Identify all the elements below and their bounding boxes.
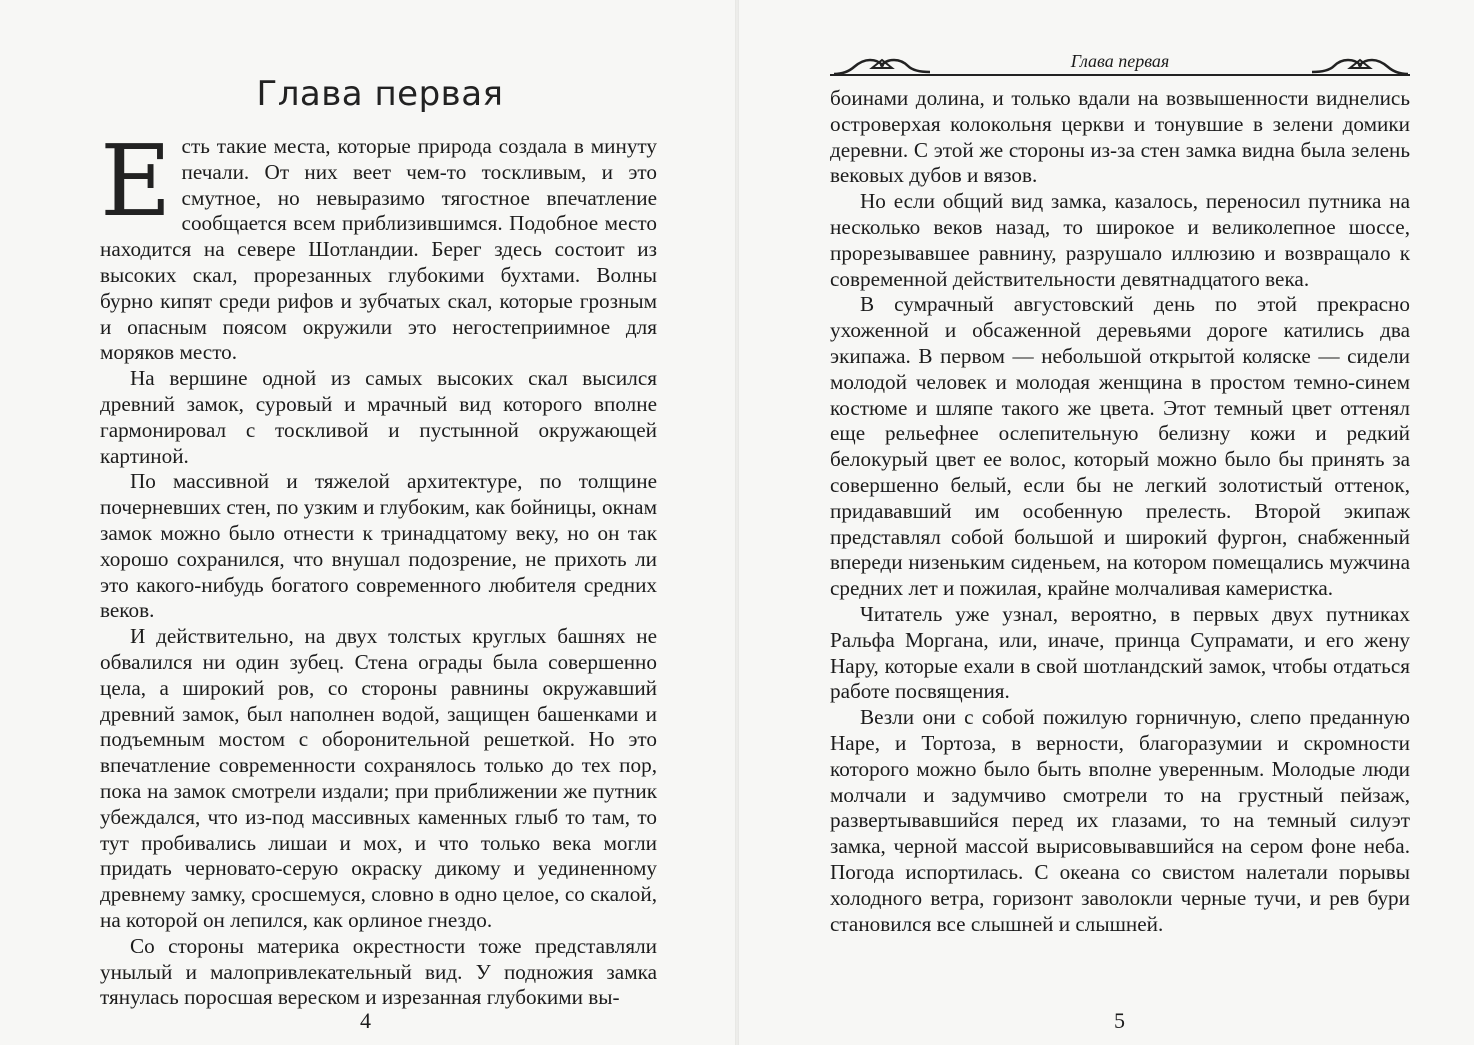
page-number-right: 5 [1114, 1008, 1125, 1033]
left-page-text [100, 125, 657, 1011]
drop-cap: Е [100, 125, 172, 239]
book-gutter [735, 0, 739, 1045]
paragraph: Читатель уже узнал, вероятно, в первых двух путниках Ральфа Моргана, или, иначе, принца Супрамати, и его жену Нару, которые ехали в свой шотландский замок, чтобы отдаться работе посвящения. [830, 601, 1410, 704]
paragraph: Но если общий вид замка, казалось, переносил путника на несколько веков назад, то широкое и великолепное шоссе, прорезывавшее равнину, разрушало иллюзию и возвращало к современной действительности девятнадцатого века. [830, 189, 1410, 291]
paragraph: И действительно, на двух толстых круглых башнях не обвалился ни один зубец. Стена ограды была совершенно цела, а широкий ров, со стороны равнины окружавший древний замок, был наполнен водой, защищен башенками и подъемным мостом с оборонительной решеткой. Но это впечатление современности сохранялось только до тех пор, пока на замок смотрели издали; при приближении же путник убеждался, что из-под массивных каменных глыб то там, то тут пробивались лишаи и мох, и что только века могли придать черновато-серую окраску дикому и уединенному древнему замку, сросшемуся, словно в одно целое, со скалой, на которой он лепился, как орлиное гнездо. [100, 624, 657, 932]
running-head-rule [830, 74, 1410, 76]
paragraph: В сумрачный августовский день по этой прекрасно ухоженной и обсаженной деревьями дороге катились два экипажа. В первом — небольшой открытой коляске — сидели молодой человек и молодая женщина в простом темно-синем костюме и шляпе такого же цвета. Этот темный цвет оттенял еще рельефнее ослепительную белизну кожи и редкий белокурый цвет ее волос, который можно было бы принять за совершенно белый, если бы не легкий золотистый оттенок, придававший им особенную прелесть. Второй экипаж представлял собой большой и широкий фургон, снабженный впереди низеньким сиденьем, на котором помещались мужчина средних лет и пожилая, крайне молчаливая камеристка. [830, 292, 1410, 601]
running-head-title: Глава первая [1070, 51, 1170, 71]
paragraph: По массивной и тяжелой архитектуре, по толщине почерневших стен, по узким и глубоким, как бойницы, окнам замок можно было отнести к тринадцатому веку, но он так хорошо сохранился, что внушал подозрение, не прихоть ли это какого-нибудь богатого современного любителя средних веков. [100, 469, 657, 623]
paragraph-continuation: боинами долина, и только вдали на возвышенности виднелись островерхая колокольня церкви и тонувшие в зелени домики деревни. С этой же стороны из-за стен замка видна была зелень вековых дубов и вязов. [830, 86, 1410, 188]
paragraph: Со стороны материка окрестности тоже представляли унылый и малопривлекательный вид. У подножия замка тянулась поросшая вереском и изрезанная глубокими вы- [100, 933, 657, 1010]
running-head [830, 46, 1410, 78]
page-number-left: 4 [360, 1008, 371, 1033]
paragraph: Везли они с собой пожилую горничную, слепо преданную Наре, и Тортоза, в верности, благоразумии и скромности которого можно было быть вполне уверенным. Молодые люди молчали и задумчиво смотрели то на грустный пейзаж, развертывавшийся перед их глазами, то на темный силуэт замка, черной массой вырисовывавшийся на сером фоне неба. Погода испортилась. С океана со свистом налетали порывы холодного ветра, горизонт заволокли черные тучи, и рев бури становился все слышней и слышней. [830, 705, 1410, 936]
paragraph: Есть такие места, которые природа создала в минуту печали. От них веет чем-то тоскливым, и это смутное, но невыразимо тягостное впечатление сообщается всем приблизившимся. Подобное место находится на севере Шотландии. Берег здесь состоит из высоких скал, прорезанных глубокими бухтами. Волны бурно кипят среди рифов и зубчатых скал, которые грозным и опасным поясом окружили это негостеприимное для моряков место. [100, 125, 657, 365]
chapter-title: Глава первая [256, 74, 504, 114]
right-page-text [830, 86, 1410, 937]
paragraph: На вершине одной из самых высоких скал высился древний замок, суровый и мрачный вид которого вполне гармонировал с тоскливой и пустынной окружающей картиной. [100, 366, 657, 468]
